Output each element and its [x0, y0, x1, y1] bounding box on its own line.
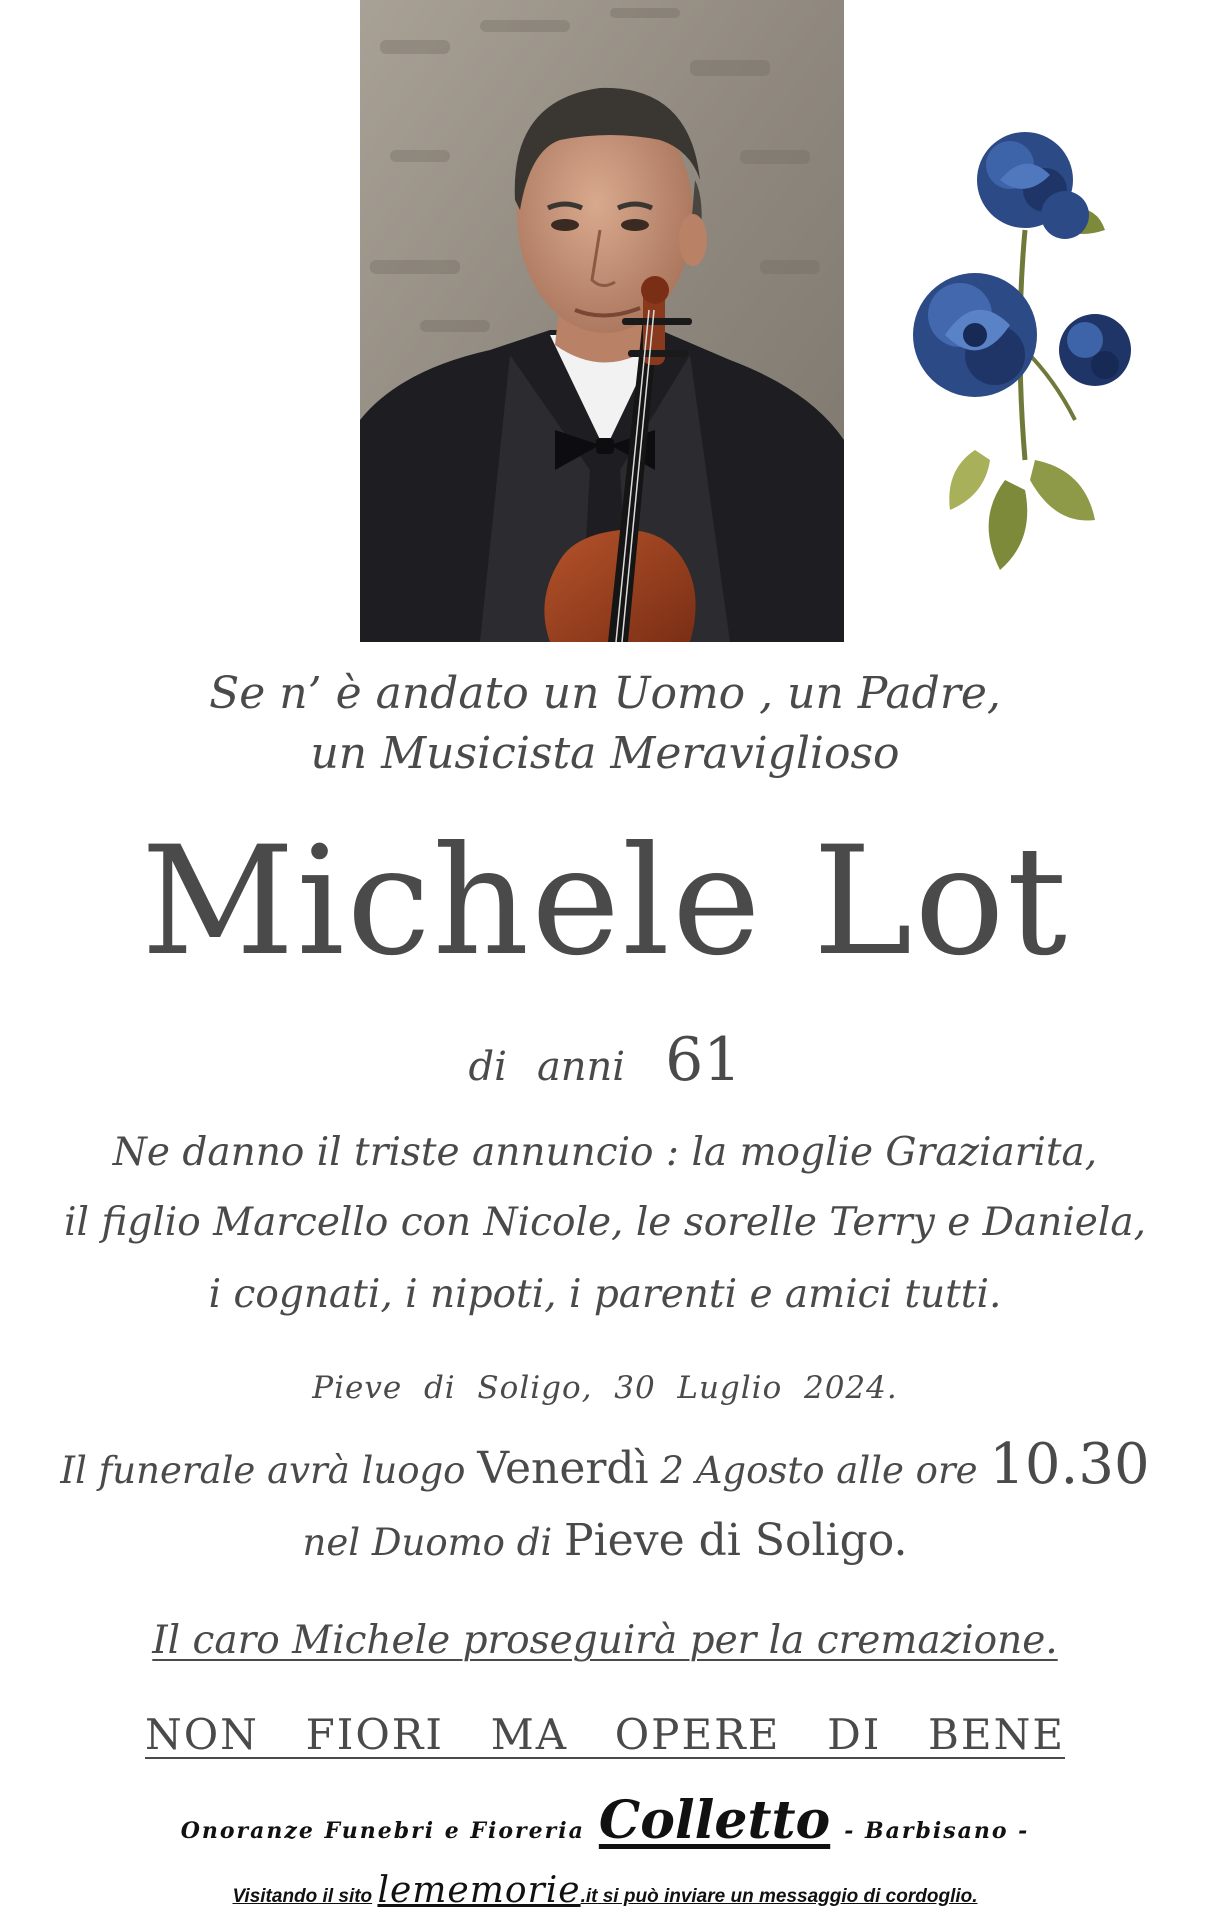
age-word-anni: anni	[536, 1044, 626, 1090]
funeral-time: 10.30	[989, 1432, 1150, 1497]
site-prefix: Visitando il sito	[232, 1886, 373, 1907]
last-name: Lot	[812, 815, 1069, 989]
site-tld[interactable]: .it	[580, 1886, 598, 1907]
age-word-di: di	[468, 1044, 507, 1090]
site-suffix: si può inviare un messaggio di cordoglio.	[597, 1886, 978, 1907]
funeral-day: Venerdì	[477, 1443, 649, 1494]
age-value: 61	[665, 1025, 742, 1095]
cremation-text: Il caro Michele proseguirà per la cremazione.	[152, 1618, 1058, 1663]
agency-line	[0, 1790, 1210, 1851]
agency-brand: Colletto	[598, 1790, 831, 1851]
first-name: Michele	[141, 815, 763, 989]
website-line	[0, 1870, 1210, 1911]
agency-prefix: Onoranze Funebri e Fioreria	[180, 1818, 585, 1844]
deceased-name	[0, 815, 1210, 989]
announcement-line-1: Ne danno il triste annuncio : la moglie Graziarita,	[112, 1130, 1098, 1175]
quote-line-2: un Musicista Meraviglioso	[310, 728, 900, 779]
funeral-text-3: nel Duomo di	[302, 1521, 564, 1564]
quote-line-1: Se n’ è andato un Uomo , un Padre,	[209, 668, 1001, 719]
funeral-line-1	[0, 1432, 1210, 1497]
funeral-text-1: Il funerale avrà luogo	[60, 1449, 478, 1492]
funeral-text-2: 2 Agosto alle ore	[648, 1449, 990, 1492]
site-name[interactable]: lememorie	[377, 1870, 581, 1911]
funeral-line-2	[0, 1515, 1210, 1566]
place-date: Pieve di Soligo, 30 Luglio 2024.	[312, 1370, 898, 1406]
blue-roses-decoration	[905, 120, 1145, 590]
age-line	[0, 1025, 1210, 1095]
no-flowers-note	[0, 1710, 1210, 1759]
announcement-line-2: il figlio Marcello con Nicole, le sorelle Terry e Daniela,	[64, 1200, 1146, 1245]
portrait-photo	[360, 0, 844, 642]
cremation-note	[0, 1618, 1210, 1663]
agency-suffix: - Barbisano -	[844, 1818, 1030, 1844]
funeral-place: Pieve di Soligo.	[564, 1515, 908, 1566]
no-flowers-text: NON FIORI MA OPERE DI BENE	[145, 1710, 1065, 1759]
announcement-line-3: i cognati, i nipoti, i parenti e amici tutti.	[208, 1272, 1002, 1317]
